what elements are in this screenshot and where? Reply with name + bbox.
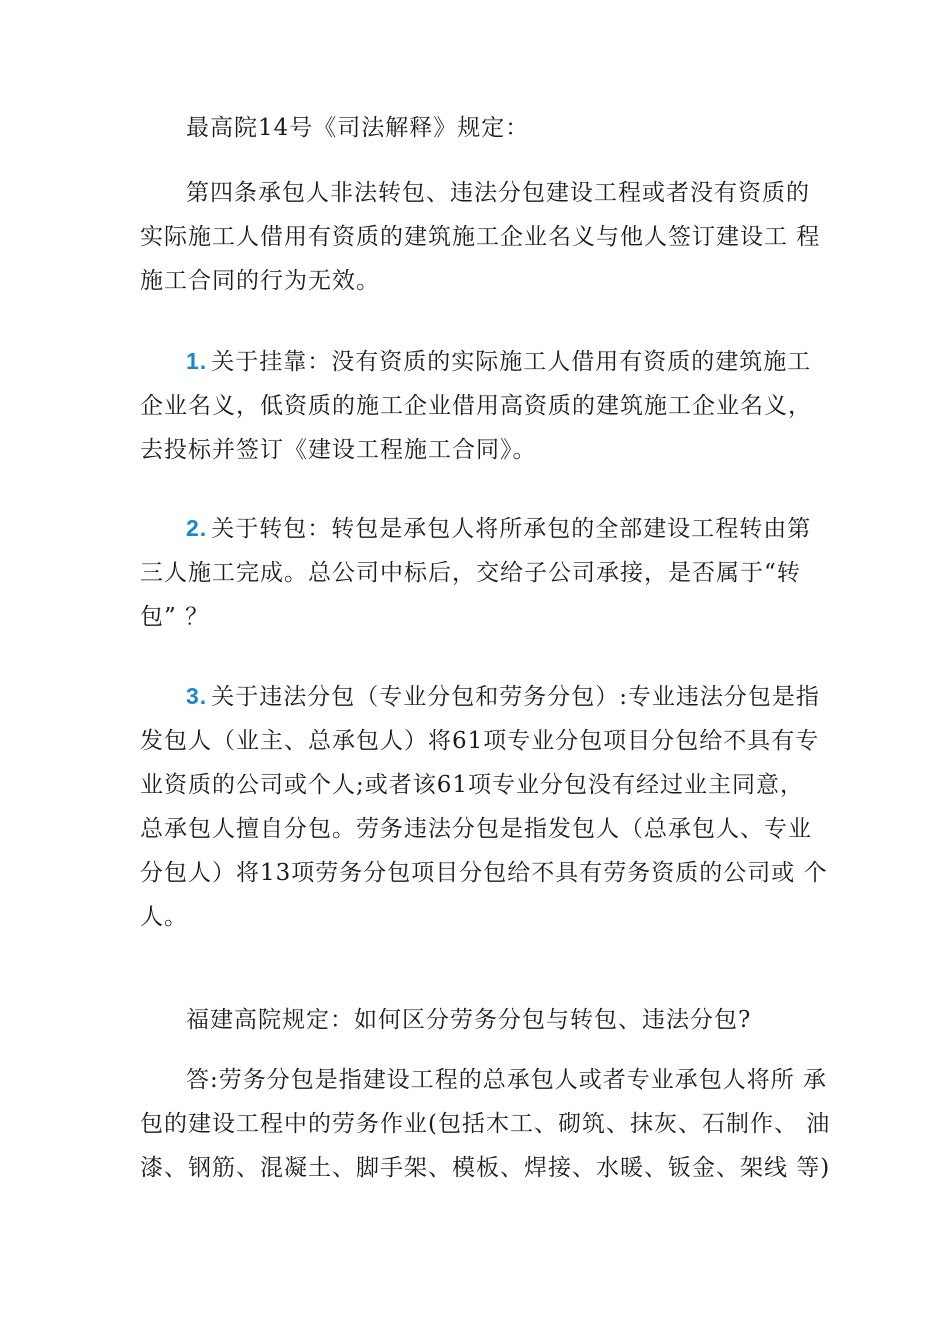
item-text: 关于挂靠：没有资质的实际施工人借用有资质的建筑施工	[211, 349, 812, 375]
text-line: 去投标并签订《建设工程施工合同》。	[140, 437, 537, 463]
item-text: 关于转包：转包是承包人将所承包的全部建设工程转由第	[211, 516, 812, 542]
text-line: 三人施工完成。总公司中标后，交给子公司承接，是否属于“转	[140, 560, 801, 586]
text-line: 分包人）将13项劳务分包项目分包给不具有劳务资质的公司或 个	[140, 860, 828, 886]
text-line: 包” ？	[140, 604, 210, 630]
answer-paragraph	[140, 1058, 831, 1190]
item-2-paragraph	[140, 506, 824, 639]
text-line: 包的建设工程中的劳务作业(包括木工、砌筑、抹灰、石制作、 油	[140, 1111, 831, 1137]
text-line: 发包人（业主、总承包人）将61项专业分包项目分包给不具有专	[140, 728, 820, 754]
item-text: 关于违法分包（专业分包和劳务分包）:专业违法分包是指	[211, 684, 820, 710]
text-line: 漆、钢筋、混凝土、脚手架、模板、焊接、水暖、钣金、架线 等)	[140, 1155, 831, 1181]
item-1-paragraph	[140, 339, 824, 472]
heading-paragraph	[140, 106, 824, 150]
text-line: 答:劳务分包是指建设工程的总承包人或者专业承包人将所 承	[186, 1067, 828, 1093]
text-line: 施工合同的行为无效。	[140, 268, 380, 294]
text-line	[140, 506, 824, 551]
text-line: 业资质的公司或个人;或者该61项专业分包没有经过业主同意，	[140, 772, 805, 798]
item-3-paragraph	[140, 674, 828, 939]
item-number: 2.	[186, 515, 208, 541]
text-line: 最高院14号《司法解释》规定：	[186, 115, 530, 141]
text-line: 总承包人擅自分包。劳务违法分包是指发包人（总承包人、专业	[140, 816, 812, 842]
text-line	[140, 339, 824, 384]
text-line: 企业名义，低资质的施工企业借用高资质的建筑施工企业名义，	[140, 393, 812, 419]
text-line: 实际施工人借用有资质的建筑施工企业名义与他人签订建设工 程	[140, 224, 821, 250]
article-4-paragraph	[140, 171, 824, 303]
fujian-question-paragraph	[140, 998, 824, 1042]
text-line: 人。	[140, 904, 188, 930]
item-number: 1.	[186, 348, 208, 374]
text-line: 第四条承包人非法转包、违法分包建设工程或者没有资质的	[186, 180, 810, 206]
text-line	[140, 674, 824, 719]
item-number: 3.	[186, 683, 208, 709]
text-line: 福建高院规定：如何区分劳务分包与转包、违法分包?	[186, 1007, 752, 1033]
